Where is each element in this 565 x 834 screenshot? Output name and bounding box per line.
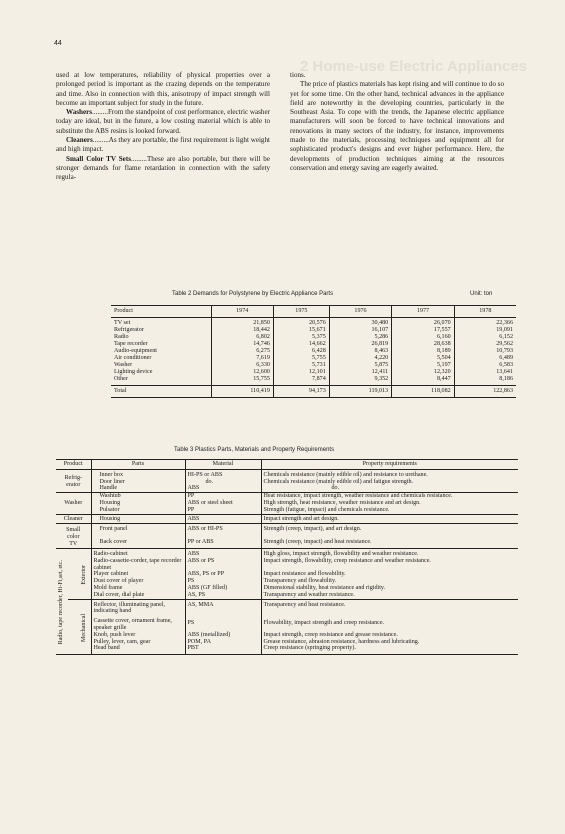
part-cell: Door liner: [91, 479, 185, 486]
table-row: [56, 524, 518, 539]
header-cell: 1976: [329, 306, 391, 318]
part-cell: Knob, push lever: [91, 632, 185, 639]
material-cell: AS, MMA: [185, 599, 261, 615]
cell: 122,863: [454, 386, 516, 398]
values-1978: 22,366 19,091 6,152 29,562 10,793 6,489 6,583 13,641 8,186: [454, 318, 516, 386]
material-cell: ABS: [185, 548, 261, 557]
material-cell: ABS or PS: [185, 558, 261, 572]
table-row: [56, 585, 518, 592]
header-cell: Product: [111, 306, 211, 318]
header-cell: 1977: [392, 306, 454, 318]
paragraph-washers: Washers.........From the standpoint of cost performance, electric washer today are ideal, but in the future, a low costing material which is able to substitute the ABS resins is looked forward.: [56, 108, 270, 135]
property-cell: Chemicals resistance (mainly edible oil) and resistance to urethane.: [261, 469, 518, 478]
product-list: TV set Refrigerator Radio Tape recorder Audio-equipment Air conditioner Washer Lighting device Other: [114, 320, 157, 382]
property-cell: Creep resistance (springing property).: [261, 645, 518, 654]
part-cell: Mold frame: [91, 585, 185, 592]
show-through-heading: 2 Home-use Electric Appliances: [300, 58, 528, 75]
run-in-head: Washers: [66, 108, 93, 117]
paragraph: used at low temperatures, reliability of physical properties over a prolonged period is important as the crazing depends on the temperature and time. Also in connection with this, anisotropy of impact strength will become an important subject for study in the future.: [56, 71, 270, 107]
material-cell: PBT: [185, 645, 261, 654]
part-cell: Housing: [91, 514, 185, 524]
table-row: [56, 485, 518, 492]
column-right: [290, 71, 504, 173]
product-cell: [56, 548, 68, 654]
property-cell: Chemicals resistance (mainly edible oil) and fatigue strength.: [261, 479, 518, 486]
product-cell: Refrig- erator: [64, 475, 83, 488]
group-cell: [79, 548, 91, 599]
part-cell: Dial cover, dial plate: [91, 592, 185, 599]
values-1976: 30,480 16,107 5,286 26,819 8,463 4,220 5,875 12,411 9,352: [329, 318, 391, 386]
group-label: Mechanical: [81, 613, 87, 642]
run-in-head: Cleaners: [66, 136, 93, 145]
spacer-cell: [68, 599, 79, 655]
product-cell: Washer: [56, 493, 91, 514]
values-1975: 20,576 15,671 5,375 14,662 6,428 5,755 5,731 12,101 7,874: [273, 318, 329, 386]
table2-caption: Table 2 Demands for Polystyrene by Electric Appliance Parts: [172, 291, 334, 297]
group-label: Exterior: [81, 564, 87, 585]
part-cell: Reflector, illuminating panel, indicating hand: [91, 599, 185, 615]
paragraph-tv: Small Color TV Sets.........These are also portable, but there will be stronger demands for flame retardation in connection with the safety regula-: [56, 154, 270, 182]
table-row: [56, 558, 518, 572]
material-cell: PP: [185, 493, 261, 500]
property-cell: Transparency and flowability.: [261, 578, 518, 585]
part-cell: Radio-cassette-corder, tape recorder cabinet: [91, 558, 185, 572]
table3: [56, 459, 518, 655]
table-row: [56, 578, 518, 585]
property-cell: Impact strength, creep resistance and grease resistance.: [261, 632, 518, 639]
property-cell: Dimensional stability, heat resistance and rigidity.: [261, 585, 518, 592]
material-cell: PS: [185, 578, 261, 585]
table-row: [56, 599, 518, 615]
table2: [111, 305, 516, 398]
material-cell: PP: [185, 507, 261, 514]
table-row: [56, 469, 518, 478]
table-row: [56, 632, 518, 639]
table-row: [56, 514, 518, 524]
table2-unit: Unit: ton: [470, 291, 493, 297]
part-cell: Washtub: [91, 493, 185, 500]
values-1974: 21,850 18,442 6,802 14,746 6,275 7,619 6,330 12,600 15,755: [211, 318, 273, 386]
part-cell: Head band: [91, 645, 185, 654]
table3-caption: Table 3 Plastics Parts, Materials and Property Requirements: [174, 447, 335, 453]
cell: 110,419: [211, 386, 273, 398]
table-row: [56, 539, 518, 548]
table3-header: [56, 460, 518, 470]
table2-body: [111, 318, 516, 386]
property-cell: Transparency and weather resistance.: [261, 592, 518, 599]
part-cell: Front panel: [91, 524, 185, 539]
page-number: 44: [54, 40, 62, 47]
header-cell: Parts: [91, 460, 185, 470]
cell: 94,173: [273, 386, 329, 398]
table-row: [56, 592, 518, 599]
column-left: [56, 71, 270, 183]
paragraph-text: As they are portable, the first requirement is light weight and high impact.: [56, 136, 270, 154]
table-row: [56, 479, 518, 486]
part-cell: Housing: [91, 500, 185, 507]
material-cell: POM, PA: [185, 639, 261, 646]
property-cell: Strength (creep, impact), and art design.: [261, 524, 518, 539]
header-cell: Product: [56, 460, 91, 470]
part-cell: Back cover: [91, 539, 185, 548]
material-cell: PS: [185, 615, 261, 632]
property-cell: Impact strength and art design.: [261, 514, 518, 524]
cell: 119,013: [329, 386, 391, 398]
table2-total-row: [111, 386, 516, 398]
table-row: [56, 500, 518, 507]
material-cell: do.: [185, 479, 261, 486]
cell: 118,082: [392, 386, 454, 398]
part-cell: Pulsator: [91, 507, 185, 514]
product-cell: Cleaner: [56, 514, 91, 524]
material-cell: ABS, PS or PP: [185, 571, 261, 578]
material-cell: ABS: [185, 485, 261, 492]
property-cell: Transparency and heat resistance.: [261, 599, 518, 615]
table-row: [56, 548, 518, 557]
property-cell: High gloss, impact strength, flowability and weather resistance.: [261, 548, 518, 557]
property-cell: Strength (fatigue, impact) and chemicals resistance.: [261, 507, 518, 514]
header-cell: Property requirements: [261, 460, 518, 470]
product-cell: Small color TV: [56, 524, 91, 549]
product-label: Radio, tape recorder, Hi-Fi,set, etc.: [58, 560, 64, 645]
header-cell: Material: [185, 460, 261, 470]
material-cell: ABS: [185, 514, 261, 524]
spacer-cell: [68, 548, 79, 599]
run-in-head: Small Color TV Sets: [66, 154, 131, 163]
part-cell: Radio-cabinet: [91, 548, 185, 557]
property-cell: Impact resistance and flowability.: [261, 571, 518, 578]
table-row: [56, 615, 518, 632]
paragraph-text: These are also portable, but there will be stronger demands for flame retardation in connection with the safety regula-: [56, 154, 270, 182]
property-cell: Flowability, impact strength and creep resistance.: [261, 615, 518, 632]
paragraph: The price of plastics materials has kept rising and will continue to do so yet for some time. On the other hand, technical advances in the appliance field are noteworthy in the developing countries, particularly in the Southeast Asia. To cope with the trends, the Japanese electric appliance manufacturers will soon be forced to have technical innovations and renovations in many sectors of the industry, for instance, improvements made to the materials, processing techniques and equipment all for sophisticated product's designs and ever higher performance. Here, the developments of production techniques aiming at the resources conservation and energy saving are eagerly awaited.: [290, 80, 504, 172]
group-cell: [79, 599, 91, 655]
paragraph: tions.: [290, 71, 306, 79]
paragraph-cleaners: Cleaners.........As they are portable, the first requirement is light weight and high impact.: [56, 136, 270, 154]
property-cell: High strength, heat resistance, weather resistance and art design.: [261, 500, 518, 507]
property-cell: Impact strength, flowability, creep resistance and weather resistance.: [261, 558, 518, 572]
property-cell: Grease resistance, abrasion resistance, hardness and lubricating.: [261, 639, 518, 646]
part-cell: Dust cover of player: [91, 578, 185, 585]
table-row: [56, 493, 518, 500]
material-cell: AS, PS: [185, 592, 261, 599]
material-cell: PP or ABS: [185, 539, 261, 548]
material-cell: ABS or HI-PS: [185, 524, 261, 539]
part-cell: Cassette cover, ornament frame, speaker grille: [91, 615, 185, 632]
part-cell: Handle: [91, 485, 185, 492]
table-row: [56, 507, 518, 514]
cell: Total: [111, 386, 211, 398]
material-cell: HI-PS or ABS: [185, 469, 261, 478]
header-cell: 1974: [211, 306, 273, 318]
header-cell: 1978: [454, 306, 516, 318]
part-cell: Player cabinet: [91, 571, 185, 578]
part-cell: Inner box: [91, 469, 185, 478]
part-cell: Pulley, lever, cam, gear: [91, 639, 185, 646]
property-cell: Strength (creep, impact) and heat resistance.: [261, 539, 518, 548]
table2-header: [111, 306, 516, 318]
property-cell: Heat resistance, impact strength, weather resistance and chemicals resistance.: [261, 493, 518, 500]
property-cell: do.: [261, 485, 518, 492]
paragraph-text: From the standpoint of cost performance, electric washer today are ideal, but in the future, a low costing material which is able to substitute the ABS resins is looked forward.: [56, 108, 270, 135]
material-cell: ABS or steel sheet: [185, 500, 261, 507]
values-1977: 26,070 17,557 6,160 28,638 8,189 5,504 5,197 12,320 8,447: [392, 318, 454, 386]
header-cell: 1975: [273, 306, 329, 318]
table-row: [56, 645, 518, 654]
material-cell: ABS (GF filled): [185, 585, 261, 592]
material-cell: ABS (metallized): [185, 632, 261, 639]
